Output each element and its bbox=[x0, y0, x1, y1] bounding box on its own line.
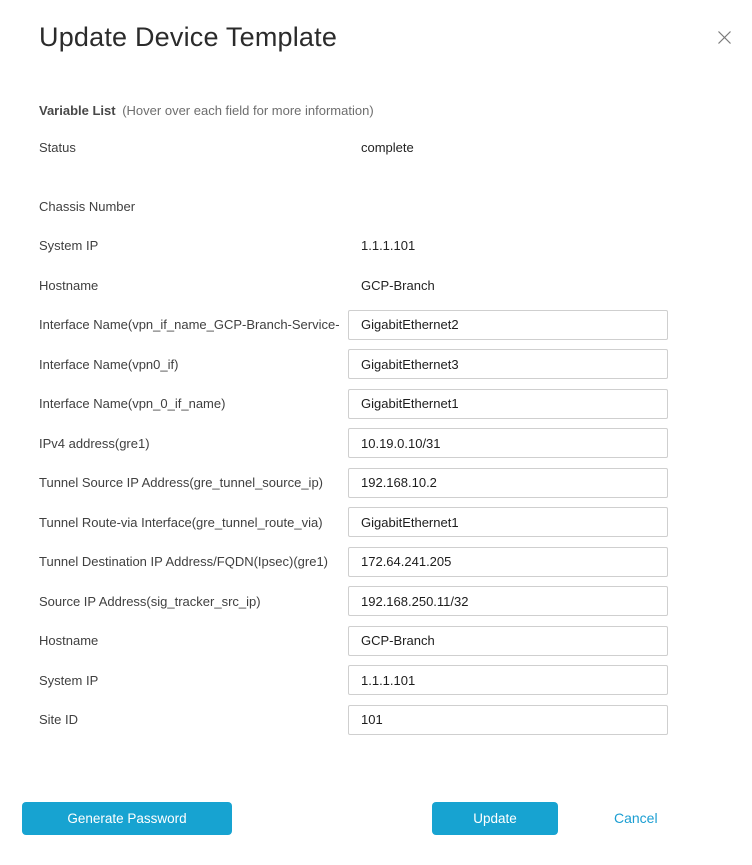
field-row bbox=[0, 542, 752, 582]
field-input[interactable] bbox=[348, 705, 668, 735]
field-input[interactable] bbox=[348, 626, 668, 656]
dialog-title: Update Device Template bbox=[39, 22, 338, 52]
field-row bbox=[0, 266, 752, 306]
field-label: Chassis Number bbox=[39, 198, 136, 214]
variable-list bbox=[0, 128, 752, 740]
field-row bbox=[0, 700, 752, 740]
field-label: Tunnel Source IP Address(gre_tunnel_source_ip) bbox=[39, 475, 324, 491]
field-label: Source IP Address(sig_tracker_src_ip) bbox=[39, 593, 261, 609]
field-label: Interface Name(vpn_0_if_name) bbox=[39, 396, 226, 412]
field-input[interactable] bbox=[348, 389, 668, 419]
dialog-footer bbox=[0, 802, 752, 835]
field-row bbox=[0, 187, 752, 227]
field-input[interactable] bbox=[348, 468, 668, 498]
field-control bbox=[348, 140, 752, 155]
field-label: System IP bbox=[39, 238, 99, 254]
field-control bbox=[348, 310, 752, 340]
field-control bbox=[348, 468, 752, 498]
generate-password-button[interactable]: Generate Password bbox=[22, 802, 232, 835]
variable-list-heading: Variable List bbox=[39, 103, 116, 118]
field-value: complete bbox=[361, 140, 414, 156]
field-row bbox=[0, 305, 752, 345]
field-label: Hostname bbox=[39, 277, 99, 293]
field-row bbox=[0, 226, 752, 266]
field-control bbox=[348, 547, 752, 577]
field-label: Interface Name(vpn0_if) bbox=[39, 356, 179, 372]
field-label: Interface Name(vpn_if_name_GCP-Branch-Service- bbox=[39, 317, 340, 333]
update-device-template-dialog bbox=[0, 21, 752, 865]
field-control bbox=[348, 507, 752, 537]
field-input[interactable] bbox=[348, 665, 668, 695]
field-row bbox=[0, 503, 752, 543]
field-row bbox=[0, 582, 752, 622]
field-label: Tunnel Destination IP Address/FQDN(Ipsec)(gre1) bbox=[39, 554, 329, 570]
field-control bbox=[348, 586, 752, 616]
variable-list-hint: (Hover over each field for more information) bbox=[122, 103, 374, 118]
field-input[interactable] bbox=[348, 547, 668, 577]
field-value: 1.1.1.101 bbox=[361, 238, 416, 254]
field-value: GCP-Branch bbox=[361, 277, 435, 293]
field-control bbox=[348, 428, 752, 458]
field-label: System IP bbox=[39, 672, 99, 688]
field-label: Status bbox=[39, 140, 76, 156]
field-row bbox=[0, 661, 752, 701]
field-row bbox=[0, 621, 752, 661]
field-row bbox=[0, 345, 752, 385]
field-label: Hostname bbox=[39, 633, 99, 649]
close-button[interactable] bbox=[713, 26, 735, 48]
field-row bbox=[0, 424, 752, 464]
field-label: Site ID bbox=[39, 712, 79, 728]
close-icon bbox=[717, 30, 732, 45]
field-input[interactable] bbox=[348, 310, 668, 340]
field-control bbox=[348, 626, 752, 656]
field-label: Tunnel Route-via Interface(gre_tunnel_route_via) bbox=[39, 514, 323, 530]
field-input[interactable] bbox=[348, 349, 668, 379]
field-control bbox=[348, 349, 752, 379]
field-input[interactable] bbox=[348, 428, 668, 458]
variable-list-header bbox=[39, 102, 752, 119]
field-row bbox=[0, 463, 752, 503]
field-control bbox=[348, 389, 752, 419]
field-label: IPv4 address(gre1) bbox=[39, 435, 150, 451]
field-input[interactable] bbox=[348, 507, 668, 537]
update-button[interactable]: Update bbox=[432, 802, 558, 835]
field-control bbox=[348, 705, 752, 735]
cancel-link[interactable]: Cancel bbox=[614, 809, 658, 826]
field-control bbox=[348, 278, 752, 293]
field-control bbox=[348, 238, 752, 253]
field-row bbox=[0, 128, 752, 168]
field-input[interactable] bbox=[348, 586, 668, 616]
field-row bbox=[0, 384, 752, 424]
field-control bbox=[348, 665, 752, 695]
